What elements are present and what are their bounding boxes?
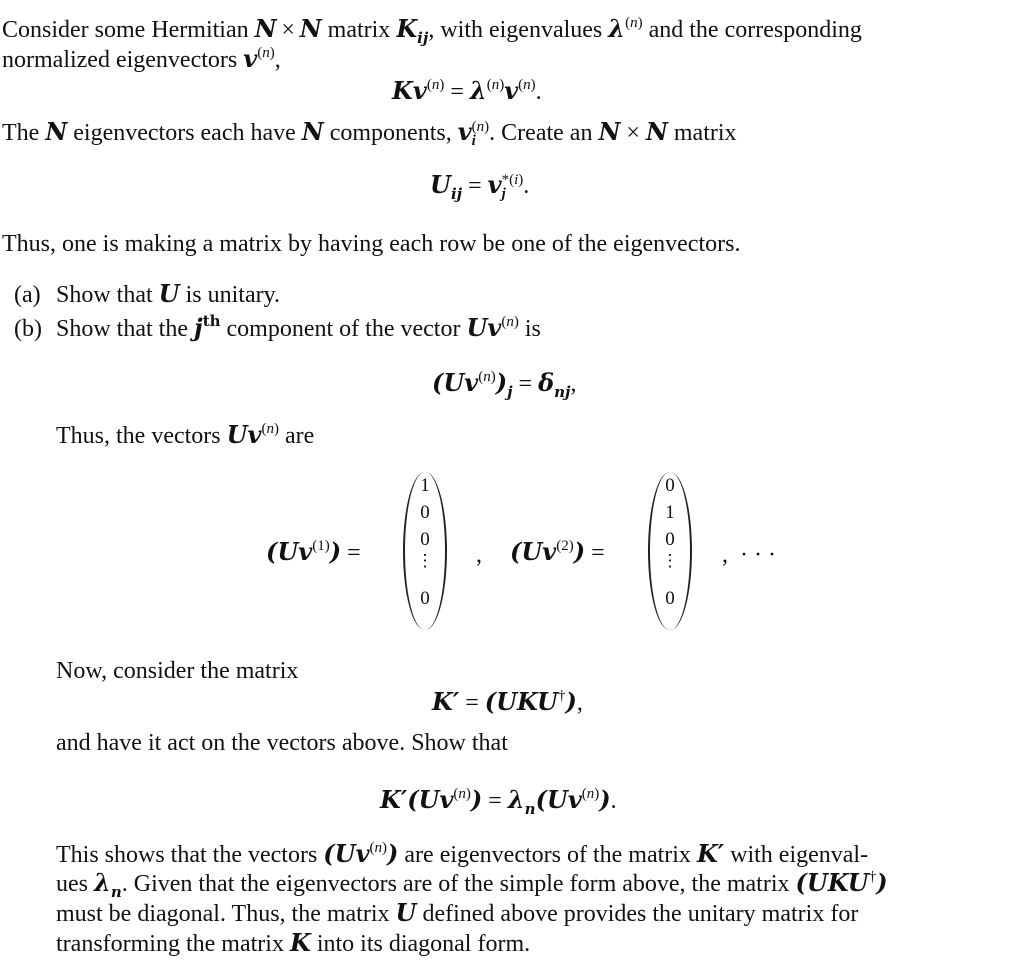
vector1-entry: 0	[420, 529, 430, 550]
equation-eigen: $Kv^{(n)} = \lambda^{(n)}v^{(n)}$.	[392, 76, 542, 105]
vector2-column	[648, 472, 692, 630]
paragraph-components: The N eigenvectors each have N components, v (n) i . Create an N × N matrix	[2, 117, 737, 150]
paragraph-act: and have it act on the vectors above. Show that	[56, 730, 508, 756]
comma-separator: ,	[476, 542, 482, 568]
paragraph-conclusion-line3: must be diagonal. Thus, the matrix U defined above provides the unitary matrix for	[56, 898, 859, 927]
vector1-entry: ⋮	[416, 551, 434, 570]
vector2-entry: 0	[665, 588, 675, 609]
paragraph-conclusion-line4: transforming the matrix K into its diagonal form.	[56, 928, 531, 957]
paragraph-intro-line2: normalized eigenvectors $v^{(n)}$,	[2, 44, 281, 73]
paragraph-consider: Now, consider the matrix	[56, 658, 299, 684]
vector2-entry: 0	[665, 529, 675, 550]
equation-kronecker: $(Uv^{(n)})_j = \delta_{nj}$,	[432, 368, 577, 401]
vector1-entry: 1	[420, 475, 430, 496]
paragraph-conclusion-line1: This shows that the vectors (Uv$^{(n)}$) are eigenvectors of the matrix K′ with eigenval-	[56, 839, 869, 868]
vector1-entry: 0	[420, 502, 430, 523]
equation-K-prime-eigen: $K'(Uv^{(n)}) = \lambda_n(Uv^{(n)})$.	[380, 785, 617, 818]
vector1-column	[403, 472, 447, 630]
equation-K-prime: K′ = (UKU†),	[432, 687, 583, 716]
vector2-entry: 0	[665, 475, 675, 496]
equation-U-definition: $U_{ij} = v$ *(i) j .	[430, 170, 530, 203]
paragraph-rows: Thus, one is making a matrix by having each row be one of the eigenvectors.	[2, 231, 741, 257]
vector2-entry: 1	[665, 502, 675, 523]
comma-ellipsis: , · · ·	[722, 542, 776, 568]
vector1-label: $(Uv^{(1)})$ =	[266, 537, 361, 566]
paragraph-intro-line1: Consider some Hermitian N × N matrix $K_{ij}$, with eigenvalues $\lambda^{(n)}$ and the corresponding	[2, 14, 862, 47]
vector2-entry: ⋮	[661, 551, 679, 570]
vector1-entry: 0	[420, 588, 430, 609]
paragraph-vectors: Thus, the vectors Uv$^{(n)}$ are	[56, 420, 315, 449]
item-a: (a) Show that U is unitary.	[14, 279, 281, 308]
vector2-label: $(Uv^{(2)})$ =	[510, 537, 605, 566]
item-b: (b) Show that the $j^{th}$ component of the vector Uv$^{(n)}$ is	[14, 312, 541, 342]
paragraph-conclusion-line2: ues $\lambda_n$. Given that the eigenvectors are of the simple form above, the matrix (UKU†)	[56, 868, 888, 901]
